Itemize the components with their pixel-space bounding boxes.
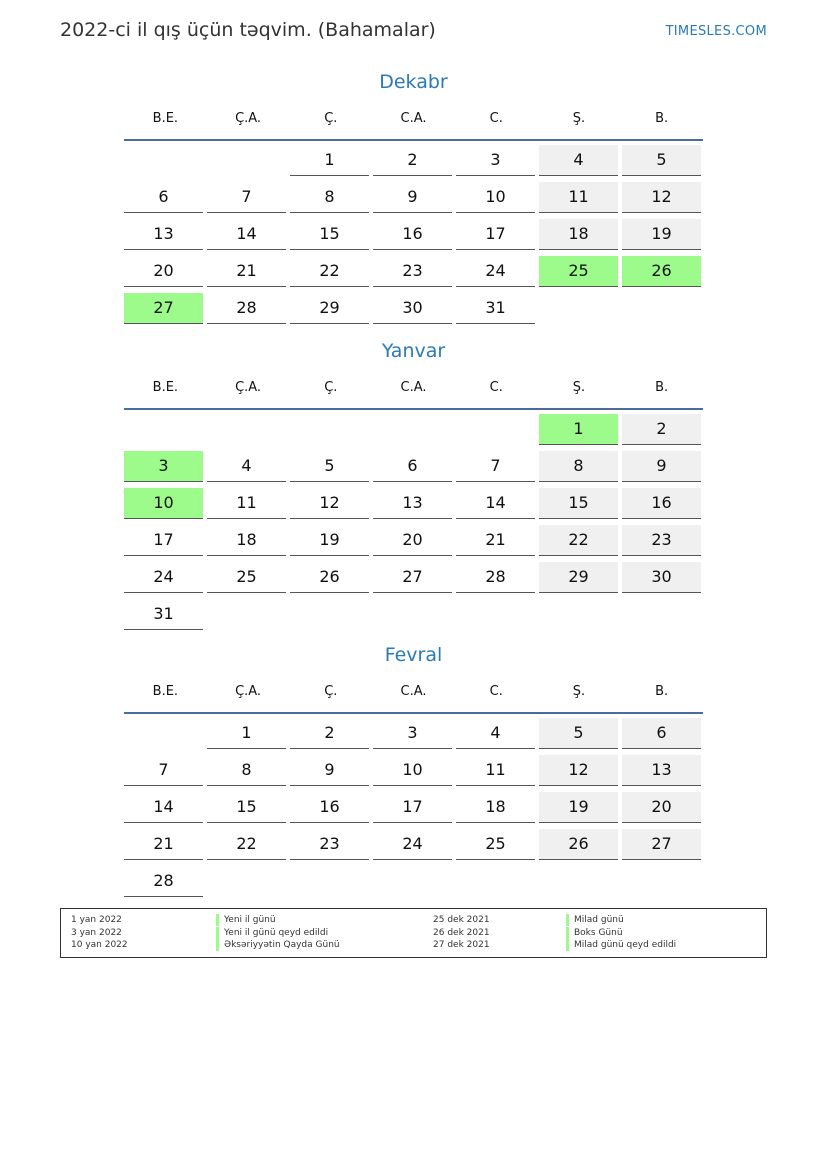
legend-holiday-name: Yeni il günü xyxy=(216,914,276,926)
weekday-header xyxy=(124,675,703,714)
weekday-label: Ç. xyxy=(324,684,338,699)
legend-date: 25 dek 2021 xyxy=(433,915,490,925)
day-cell: 29 xyxy=(539,562,618,593)
day-cell: 13 xyxy=(373,488,452,519)
day-cell: 26 xyxy=(290,562,369,593)
month-name: Fevral xyxy=(384,644,443,666)
day-cell: 5 xyxy=(290,451,369,482)
day-cell: 22 xyxy=(207,829,286,860)
empty-day-cell xyxy=(124,718,203,748)
day-cell: 16 xyxy=(290,792,369,823)
holiday-legend xyxy=(60,908,767,958)
day-cell: 14 xyxy=(124,792,203,823)
day-cell: 2 xyxy=(290,718,369,749)
day-cell: 31 xyxy=(124,599,203,630)
weekday-header xyxy=(124,102,703,141)
day-cell: 23 xyxy=(373,256,452,287)
legend-date: 3 yan 2022 xyxy=(71,927,122,938)
day-cell: 19 xyxy=(622,219,701,250)
day-cell: 24 xyxy=(456,256,535,287)
day-cell: 17 xyxy=(124,525,203,556)
day-cell: 31 xyxy=(456,293,535,324)
holiday-day-cell: 25 xyxy=(539,256,618,287)
day-cell: 21 xyxy=(456,525,535,556)
day-cell: 7 xyxy=(456,451,535,482)
day-cell: 9 xyxy=(622,451,701,482)
month-calendar xyxy=(124,641,703,903)
holiday-day-cell: 10 xyxy=(124,488,203,519)
day-cell: 15 xyxy=(290,219,369,250)
weekday-label: Ş. xyxy=(572,684,586,699)
day-cell: 5 xyxy=(622,145,701,176)
legend-holiday-name: Milad günü qeyd edildi xyxy=(566,939,676,951)
page-title: 2022-ci il qış üçün təqvim. (Bahamalar) xyxy=(60,19,436,41)
site-logo-link[interactable]: TIMESLES.COM xyxy=(665,24,767,39)
legend-date: 26 dek 2021 xyxy=(433,927,490,938)
weekday-label: C.A. xyxy=(400,380,427,395)
day-cell: 17 xyxy=(456,219,535,250)
day-cell: 12 xyxy=(539,755,618,786)
day-cell: 20 xyxy=(373,525,452,556)
day-cell: 19 xyxy=(539,792,618,823)
empty-day-cell xyxy=(124,145,203,175)
legend-holiday-name: Boks Günü xyxy=(566,927,623,939)
day-cell: 21 xyxy=(124,829,203,860)
day-cell: 19 xyxy=(290,525,369,556)
day-cell: 24 xyxy=(124,562,203,593)
weekday-label: B. xyxy=(655,111,669,126)
day-cell: 4 xyxy=(207,451,286,482)
day-cell: 11 xyxy=(456,755,535,786)
weekday-label: Ç.A. xyxy=(235,380,262,395)
day-cell: 18 xyxy=(539,219,618,250)
legend-entry xyxy=(61,927,766,939)
day-cell: 28 xyxy=(207,293,286,324)
day-cell: 22 xyxy=(290,256,369,287)
day-cell: 23 xyxy=(290,829,369,860)
day-cell: 30 xyxy=(373,293,452,324)
weekday-label: Ç. xyxy=(324,111,338,126)
day-cell: 8 xyxy=(207,755,286,786)
weekday-label: B.E. xyxy=(152,684,179,699)
legend-date: 1 yan 2022 xyxy=(71,915,122,925)
day-cell: 18 xyxy=(456,792,535,823)
empty-day-cell xyxy=(207,145,286,175)
day-cell: 1 xyxy=(290,145,369,176)
day-cell: 7 xyxy=(207,182,286,213)
day-cell: 14 xyxy=(456,488,535,519)
day-cell: 24 xyxy=(373,829,452,860)
day-cell: 3 xyxy=(456,145,535,176)
holiday-day-cell: 3 xyxy=(124,451,203,482)
day-cell: 15 xyxy=(207,792,286,823)
day-cell: 18 xyxy=(207,525,286,556)
day-cell: 7 xyxy=(124,755,203,786)
weekday-label: C.A. xyxy=(400,111,427,126)
day-cell: 2 xyxy=(373,145,452,176)
day-cell: 8 xyxy=(290,182,369,213)
day-cell: 15 xyxy=(539,488,618,519)
day-cell: 16 xyxy=(373,219,452,250)
day-cell: 25 xyxy=(456,829,535,860)
day-cell: 28 xyxy=(456,562,535,593)
day-grid xyxy=(124,141,703,330)
weekday-label: B. xyxy=(655,684,669,699)
weekday-label: Ç.A. xyxy=(235,684,262,699)
day-cell: 10 xyxy=(456,182,535,213)
empty-day-cell xyxy=(373,414,452,444)
legend-date: 27 dek 2021 xyxy=(433,940,490,950)
day-cell: 9 xyxy=(290,755,369,786)
day-cell: 16 xyxy=(622,488,701,519)
weekday-label: C. xyxy=(489,684,503,699)
month-calendar xyxy=(124,68,703,330)
day-cell: 20 xyxy=(622,792,701,823)
day-cell: 23 xyxy=(622,525,701,556)
legend-entry xyxy=(61,939,766,951)
day-cell: 27 xyxy=(622,829,701,860)
day-cell: 4 xyxy=(539,145,618,176)
day-cell: 13 xyxy=(124,219,203,250)
month-name: Dekabr xyxy=(379,71,448,93)
month-name: Yanvar xyxy=(381,340,446,362)
day-cell: 25 xyxy=(207,562,286,593)
day-cell: 14 xyxy=(207,219,286,250)
legend-date: 10 yan 2022 xyxy=(71,940,128,950)
weekday-label: Ş. xyxy=(572,380,586,395)
weekday-label: C. xyxy=(489,111,503,126)
day-cell: 26 xyxy=(539,829,618,860)
month-calendar xyxy=(124,337,703,636)
day-cell: 1 xyxy=(207,718,286,749)
day-cell: 17 xyxy=(373,792,452,823)
empty-day-cell xyxy=(290,414,369,444)
day-cell: 11 xyxy=(539,182,618,213)
weekday-label: Ş. xyxy=(572,111,586,126)
day-cell: 28 xyxy=(124,866,203,897)
empty-day-cell xyxy=(456,414,535,444)
weekday-label: B.E. xyxy=(152,111,179,126)
day-cell: 27 xyxy=(373,562,452,593)
day-cell: 6 xyxy=(124,182,203,213)
day-grid xyxy=(124,714,703,903)
empty-day-cell xyxy=(124,414,203,444)
weekday-header xyxy=(124,371,703,410)
day-cell: 10 xyxy=(373,755,452,786)
day-cell: 2 xyxy=(622,414,701,445)
weekday-label: Ç.A. xyxy=(235,111,262,126)
holiday-day-cell: 1 xyxy=(539,414,618,445)
day-cell: 12 xyxy=(622,182,701,213)
weekday-label: B.E. xyxy=(152,380,179,395)
day-cell: 21 xyxy=(207,256,286,287)
empty-day-cell xyxy=(207,414,286,444)
day-cell: 4 xyxy=(456,718,535,749)
legend-entry xyxy=(61,914,766,926)
day-cell: 20 xyxy=(124,256,203,287)
day-cell: 29 xyxy=(290,293,369,324)
day-cell: 8 xyxy=(539,451,618,482)
weekday-label: Ç. xyxy=(324,380,338,395)
day-cell: 12 xyxy=(290,488,369,519)
day-grid xyxy=(124,410,703,636)
weekday-label: C.A. xyxy=(400,684,427,699)
day-cell: 22 xyxy=(539,525,618,556)
day-cell: 3 xyxy=(373,718,452,749)
day-cell: 5 xyxy=(539,718,618,749)
day-cell: 13 xyxy=(622,755,701,786)
legend-holiday-name: Milad günü xyxy=(566,914,624,926)
day-cell: 9 xyxy=(373,182,452,213)
day-cell: 6 xyxy=(622,718,701,749)
holiday-day-cell: 26 xyxy=(622,256,701,287)
day-cell: 6 xyxy=(373,451,452,482)
weekday-label: C. xyxy=(489,380,503,395)
day-cell: 11 xyxy=(207,488,286,519)
day-cell: 30 xyxy=(622,562,701,593)
weekday-label: B. xyxy=(655,380,669,395)
legend-holiday-name: Yeni il günü qeyd edildi xyxy=(216,927,328,939)
holiday-day-cell: 27 xyxy=(124,293,203,324)
legend-holiday-name: Əksəriyyətin Qayda Günü xyxy=(216,939,340,951)
